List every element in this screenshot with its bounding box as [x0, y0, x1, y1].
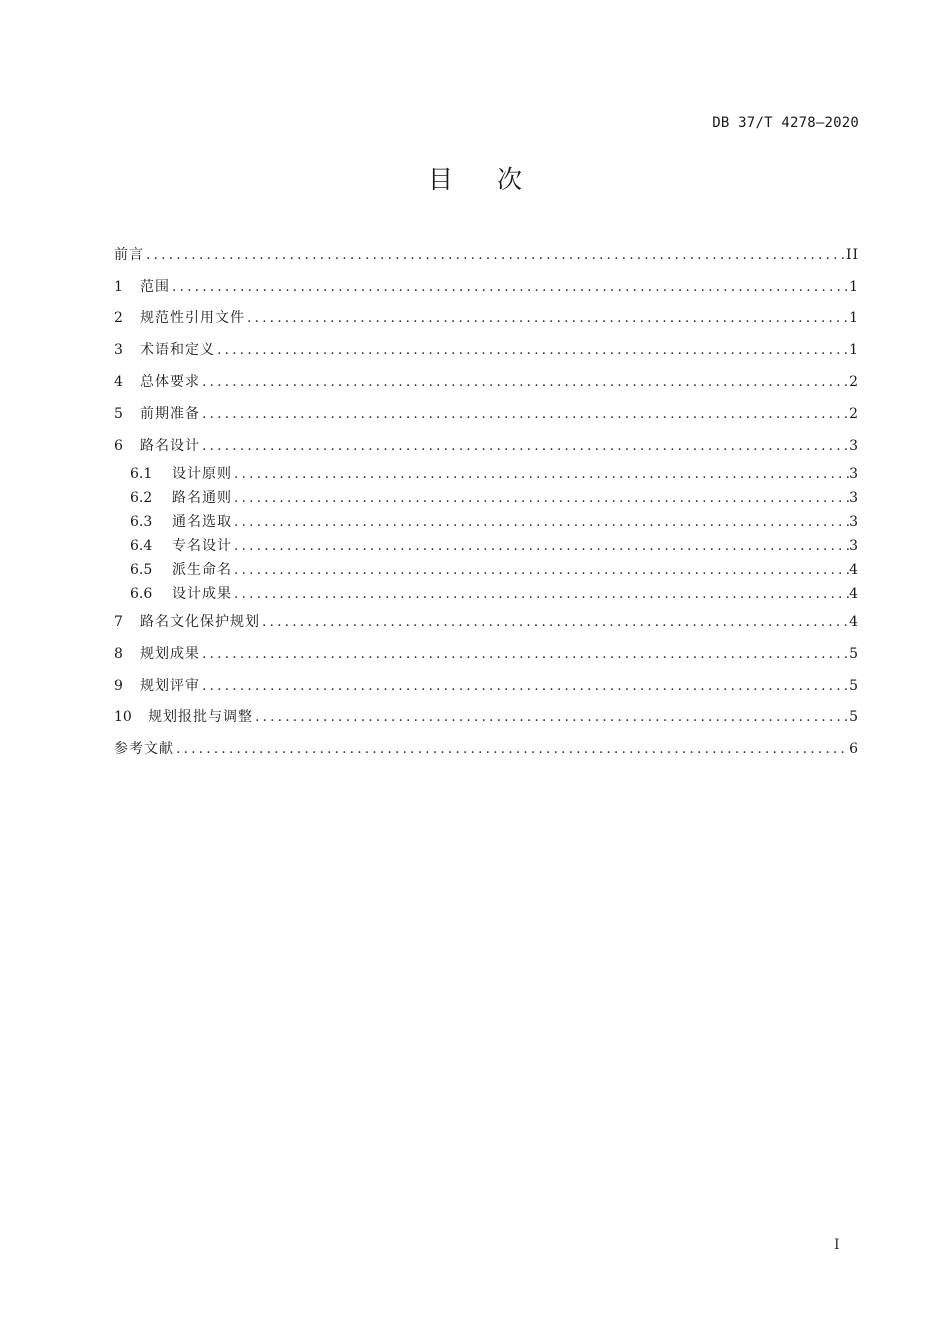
toc-entry-label: 路名通则 — [172, 490, 232, 506]
toc-entry-9[interactable] — [114, 675, 859, 697]
toc-leader-dots — [232, 559, 849, 581]
toc-entry-page: 5 — [849, 646, 859, 662]
toc-entry-label: 路名设计 — [140, 438, 200, 454]
toc-entry-label: 前言 — [114, 247, 144, 263]
toc-entry-foreword[interactable] — [114, 244, 859, 266]
toc-entry-number: 6 — [114, 438, 123, 454]
toc-entry-page: 3 — [849, 490, 859, 506]
toc-entry-page: 6 — [849, 741, 859, 757]
toc-entry-number: 6.4 — [130, 538, 153, 554]
toc-entry-3[interactable] — [114, 339, 859, 361]
toc-entry-page: 4 — [849, 614, 859, 630]
toc-leader-dots — [200, 403, 849, 425]
toc-leader-dots — [144, 244, 846, 266]
toc-entry-number: 6.3 — [130, 514, 153, 530]
toc-entry-number: 1 — [114, 279, 123, 295]
toc-entry-page: 3 — [849, 466, 859, 482]
toc-entry-label: 派生命名 — [172, 562, 232, 578]
toc-entry-page: 3 — [849, 538, 859, 554]
toc-leader-dots — [260, 611, 849, 633]
toc-entry-number: 5 — [114, 406, 123, 422]
toc-leader-dots — [232, 583, 849, 605]
toc-entry-number: 10 — [114, 709, 132, 725]
toc-entry-6-6[interactable] — [130, 583, 859, 605]
toc-entry-4[interactable] — [114, 371, 859, 393]
toc-entry-references[interactable] — [114, 738, 859, 760]
toc-entry-number: 8 — [114, 646, 123, 662]
toc-entry-page: 3 — [849, 514, 859, 530]
toc-entry-label: 前期准备 — [140, 406, 200, 422]
toc-entry-label: 专名设计 — [172, 538, 232, 554]
toc-leader-dots — [200, 371, 849, 393]
toc-entry-label: 规范性引用文件 — [140, 310, 245, 326]
toc-leader-dots — [232, 535, 849, 557]
toc-entry-label: 规划评审 — [140, 678, 200, 694]
toc-leader-dots — [215, 339, 849, 361]
toc-entry-6-2[interactable] — [130, 487, 859, 509]
toc-leader-dots — [253, 706, 849, 728]
toc-leader-dots — [200, 435, 849, 457]
document-code: DB 37/T 4278—2020 — [712, 115, 859, 131]
toc-entry-6-3[interactable] — [130, 511, 859, 533]
toc-entry-2[interactable] — [114, 307, 859, 329]
toc-entry-label: 设计原则 — [172, 466, 232, 482]
toc-entry-number: 2 — [114, 310, 123, 326]
toc-entry-5[interactable] — [114, 403, 859, 425]
toc-entry-6[interactable] — [114, 435, 859, 457]
toc-entry-page: 2 — [849, 374, 859, 390]
toc-entry-10[interactable] — [114, 706, 859, 728]
toc-entry-page: 4 — [849, 586, 859, 602]
toc-entry-label: 总体要求 — [140, 374, 200, 390]
toc-entry-label: 术语和定义 — [140, 342, 215, 358]
toc-entry-6-4[interactable] — [130, 535, 859, 557]
toc-entry-label: 规划成果 — [140, 646, 200, 662]
toc-entry-number: 6.5 — [130, 562, 153, 578]
toc-entry-number: 6.6 — [130, 586, 153, 602]
toc-leader-dots — [232, 463, 849, 485]
toc-entry-page: 4 — [849, 562, 859, 578]
toc-entry-page: 1 — [849, 310, 859, 326]
toc-entry-page: 1 — [849, 342, 859, 358]
toc-entry-6-5[interactable] — [130, 559, 859, 581]
toc-entry-page: 3 — [849, 438, 859, 454]
page-number: I — [834, 1237, 840, 1253]
toc-leader-dots — [200, 643, 849, 665]
toc-entry-number: 4 — [114, 374, 123, 390]
toc-leader-dots — [232, 487, 849, 509]
toc-leader-dots — [245, 307, 849, 329]
toc-entry-label: 设计成果 — [172, 586, 232, 602]
toc-entry-label: 规划报批与调整 — [148, 709, 253, 725]
toc-entry-number: 6.1 — [130, 466, 153, 482]
toc-leader-dots — [170, 276, 849, 298]
toc-entry-label: 范围 — [140, 279, 170, 295]
toc-entry-1[interactable] — [114, 276, 859, 298]
toc-entry-7[interactable] — [114, 611, 859, 633]
toc-entry-page: 2 — [849, 406, 859, 422]
toc-leader-dots — [200, 675, 849, 697]
toc-entry-label: 通名选取 — [172, 514, 232, 530]
toc-entry-number: 3 — [114, 342, 123, 358]
toc-entry-number: 7 — [114, 614, 123, 630]
toc-entry-page: II — [845, 247, 859, 263]
toc-entry-6-1[interactable] — [130, 463, 859, 485]
toc-leader-dots — [174, 738, 849, 760]
toc-leader-dots — [232, 511, 849, 533]
toc-entry-page: 5 — [849, 678, 859, 694]
toc-entry-page: 1 — [849, 279, 859, 295]
toc-entry-8[interactable] — [114, 643, 859, 665]
toc-entry-number: 9 — [114, 678, 123, 694]
toc-entry-label: 路名文化保护规划 — [140, 614, 260, 630]
toc-entry-page: 5 — [849, 709, 859, 725]
page-title: 目 次 — [428, 165, 540, 194]
toc-entry-number: 6.2 — [130, 490, 153, 506]
toc-entry-label: 参考文献 — [114, 741, 174, 757]
